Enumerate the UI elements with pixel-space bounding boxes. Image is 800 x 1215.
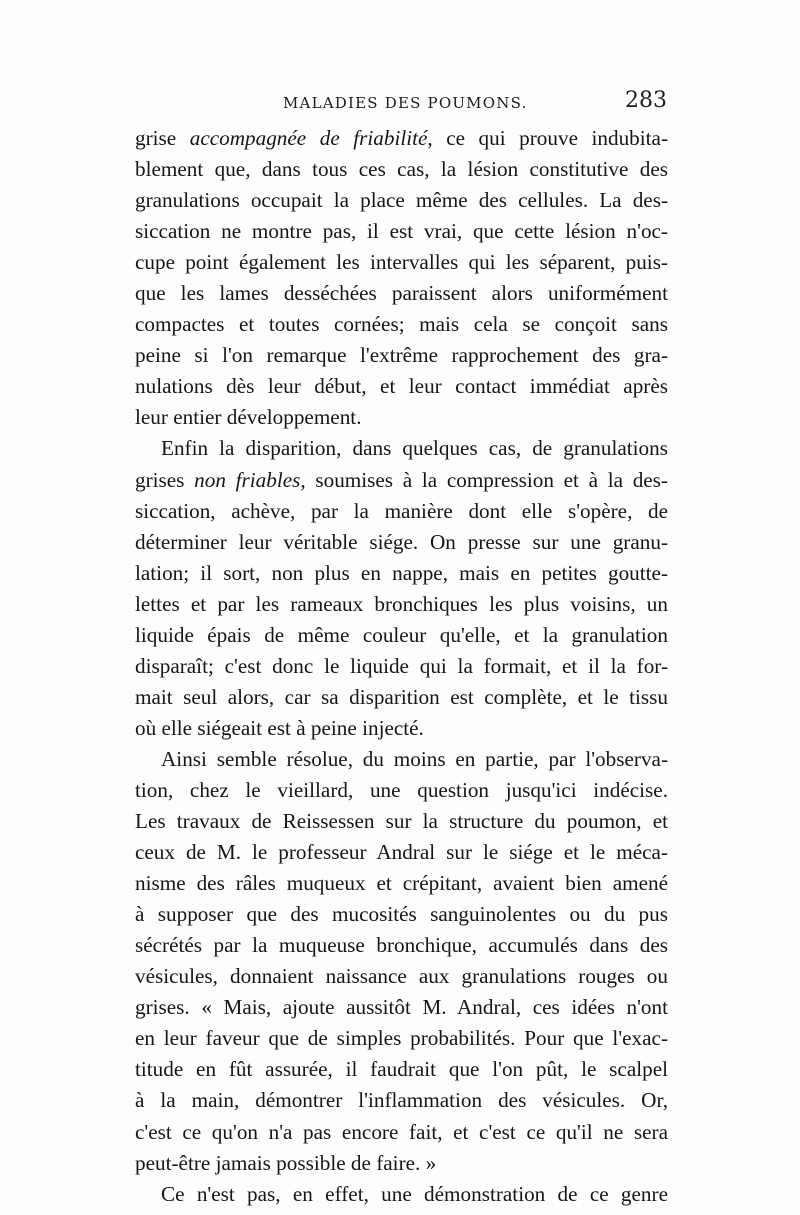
text-segment: grises. « Mais, ajoute aussitôt M. Andral, ces idées n'ont — [135, 995, 668, 1020]
text-line — [135, 1148, 668, 1179]
text-segment: lation; il sort, non plus en nappe, mais en petites goutte- — [135, 560, 668, 585]
text-line — [135, 247, 668, 278]
text-segment: Les travaux de Reissessen sur la structure du poumon, et — [135, 809, 668, 834]
italic-segment: accompagnée de friabilité — [189, 126, 428, 150]
text-segment: , soumises à la compression et à la des- — [300, 467, 668, 492]
text-segment: à supposer que des mucosités sanguinolentes ou du pus — [135, 902, 668, 927]
text-segment: où elle siégeait est à peine injecté. — [135, 715, 424, 740]
text-line — [135, 1085, 668, 1116]
running-title: MALADIES DES POUMONS. — [283, 94, 528, 112]
text-line — [135, 620, 668, 651]
text-segment: cupe point également les intervalles qui les séparent, puis- — [135, 250, 668, 275]
text-line — [135, 961, 668, 992]
text-segment: Ainsi semble résolue, du moins en partie, par l'observa- — [161, 746, 668, 771]
text-line — [135, 371, 668, 402]
italic-segment: non friables — [194, 467, 301, 492]
text-line — [135, 185, 668, 216]
page-number: 283 — [625, 88, 667, 113]
text-line — [135, 340, 668, 371]
body-text — [135, 123, 668, 1210]
text-line — [135, 806, 668, 837]
text-line — [135, 1023, 668, 1054]
text-segment: à la main, démontrer l'inflammation des vésicules. Or, — [135, 1088, 668, 1113]
text-segment: déterminer leur véritable siége. On presse sur une granu- — [135, 529, 668, 554]
text-segment: nulations dès leur début, et leur contact immédiat après — [135, 374, 668, 399]
text-line — [135, 899, 668, 930]
text-line — [135, 744, 668, 775]
text-line — [135, 1054, 668, 1085]
text-line — [135, 713, 668, 744]
text-segment: Enfin la disparition, dans quelques cas, de granulations — [161, 436, 668, 461]
text-line — [135, 775, 668, 806]
text-segment: leur entier développement. — [135, 405, 362, 430]
text-line — [135, 558, 668, 589]
page-header — [135, 88, 667, 118]
text-line — [135, 837, 668, 868]
text-segment: nisme des râles muqueux et crépitant, avaient bien amené — [135, 871, 668, 896]
text-segment: peut-être jamais possible de faire. » — [135, 1150, 437, 1175]
text-line — [135, 868, 668, 899]
text-line — [135, 216, 668, 247]
text-segment: en leur faveur que de simples probabilités. Pour que l'exac- — [135, 1026, 668, 1051]
text-segment: Ce n'est pas, en effet, une démonstration de ce genre — [161, 1181, 668, 1206]
text-segment: liquide épais de même couleur qu'elle, et la granulation — [135, 622, 668, 647]
text-segment: sécrétés par la muqueuse bronchique, accumulés dans des — [135, 933, 668, 958]
text-segment: lettes et par les rameaux bronchiques les plus voisins, un — [135, 591, 668, 616]
text-line — [135, 1179, 668, 1210]
text-segment: compactes et toutes cornées; mais cela se conçoit sans — [135, 312, 668, 337]
text-segment: siccation ne montre pas, il est vrai, que cette lésion n'oc- — [135, 219, 668, 244]
text-line — [135, 992, 668, 1023]
text-segment: disparaît; c'est donc le liquide qui la formait, et il la for- — [135, 653, 668, 678]
text-line — [135, 1117, 668, 1148]
text-segment: , ce qui prouve indubita- — [427, 126, 668, 150]
text-segment: mait seul alors, car sa disparition est complète, et le tissu — [135, 684, 668, 709]
text-line — [135, 154, 668, 185]
text-segment: c'est ce qu'on n'a pas encore fait, et c'est ce qu'il ne sera — [135, 1119, 668, 1144]
text-line — [135, 433, 668, 464]
text-line — [135, 309, 668, 340]
text-segment: blement que, dans tous ces cas, la lésion constitutive des — [135, 157, 668, 182]
text-line — [135, 682, 668, 713]
text-line — [135, 651, 668, 682]
text-segment: granulations occupait la place même des cellules. La des- — [135, 188, 668, 213]
text-segment: peine si l'on remarque l'extrême rapprochement des gra- — [135, 343, 668, 368]
text-segment: grise — [135, 126, 190, 150]
text-segment: tion, chez le vieillard, une question jusqu'ici indécise. — [135, 777, 668, 802]
text-segment: grises — [135, 467, 195, 492]
text-segment: titude en fût assurée, il faudrait que l'on pût, le scalpel — [135, 1057, 668, 1082]
text-line — [135, 465, 668, 496]
text-line — [135, 930, 668, 961]
text-line — [135, 589, 668, 620]
text-line — [135, 278, 668, 309]
text-segment: siccation, achève, par la manière dont elle s'opère, de — [135, 498, 668, 523]
text-segment: que les lames desséchées paraissent alors uniformément — [135, 281, 668, 306]
text-segment: vésicules, donnaient naissance aux granulations rouges ou — [135, 964, 668, 989]
text-line — [135, 496, 668, 527]
text-line — [135, 123, 668, 154]
text-line — [135, 402, 668, 433]
text-line — [135, 527, 668, 558]
text-segment: ceux de M. le professeur Andral sur le siége et le méca- — [135, 840, 668, 865]
